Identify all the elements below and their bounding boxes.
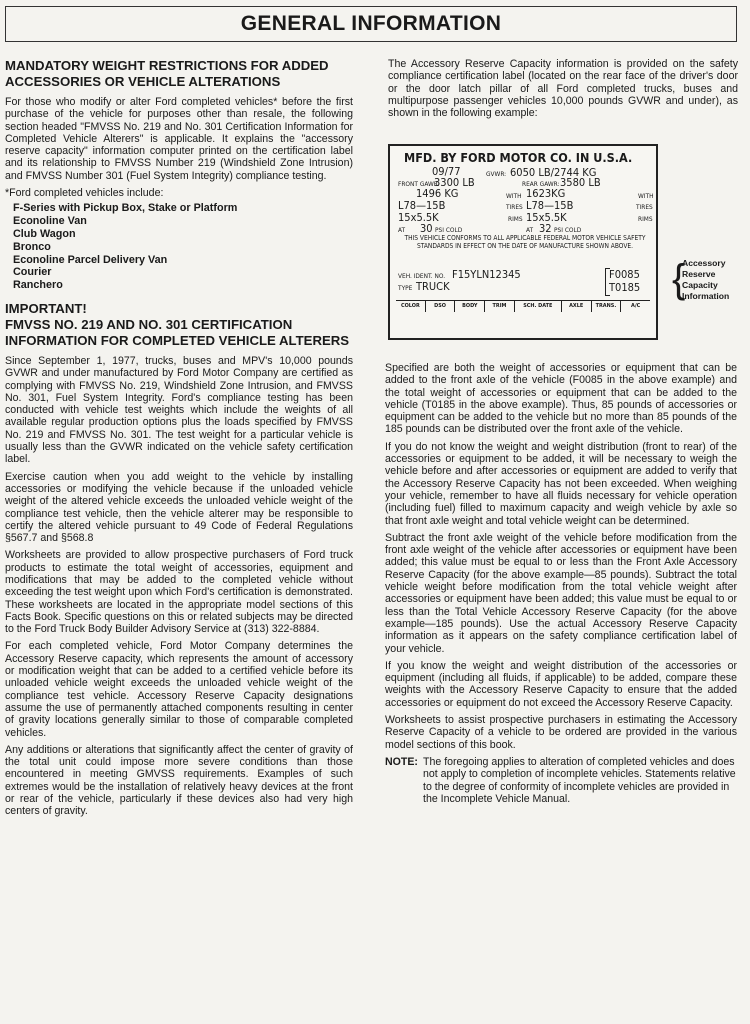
certification-label-figure [388,144,738,344]
footer-cell: TRIM [485,301,515,312]
label-vin: F15YLN12345 [452,268,521,281]
label-manufacturer: MFD. BY FORD MOTOR CO. IN U.S.A. [404,150,633,165]
accessory-reserve-codes [609,268,640,294]
label-front-gawr-label: FRONT GAWR: [398,180,440,188]
section2-paragraph-2: Exercise caution when you add weight to the vehicle by installing accessories or modifying the vehicle because if the unloaded vehicle weight of the altered vehicle exceeds the unloaded vehicle weight of the compliance test vehicle, then the vehicle alterer may be responsible to certify the altered vehicle pursuant to 49 Code of Federal Regulations §567.7 and §568.8 [5,470,353,545]
label-rims-rear: 15x5.5K [526,211,567,224]
list-item: Econoline Parcel Delivery Van [13,253,168,266]
callout-line: Capacity [682,280,718,290]
label-vin-label: VEH. IDENT. NO. [398,272,446,280]
right-column-intro [388,58,738,124]
right-paragraph-4: If you know the weight and weight distribution of the accessories or equipment (including all fluids, if applicable) to be added, compare these weights with the Accessory Reserve Capacity to ensure that the added accessories or equipment do not exceed the Accessory Reserve Capacity. [385,659,737,709]
label-at-1: AT [398,226,406,234]
accessory-reserve-callout [682,258,729,302]
section2-paragraph-5: Any additions or alterations that significantly affect the center of gravity of the total unit could impose more severe conditions than those encountered in meeting GMVSS requirements. Examples of such extremes would be the installation of relatively heavy devices at the front or rear of the vehicle, particularly if these devices also had very high centers of gravity. [5,743,353,818]
note-label: NOTE: [385,755,418,768]
footer-cell: DSO [426,301,456,312]
section1-paragraph-1: For those who modify or alter Ford completed vehicles* before the first purchase of the vehicle for purposes other than resale, the following section headed "FMVSS No. 219 and No. 301 Certification Information for Completed Vehicle Alterers" is applicable. It explains the "accessory reserve capacity" information computer printed on the certification label and its relationship to FMVSS Number 219 (Windshield Zone Intrusion) and FMVSS Number 301 (Fuel System Integrity) compliance testing. [5,96,353,182]
footer-cell: AXLE [562,301,592,312]
label-rims-1: RIMS [508,215,523,223]
label-gvwr: 6050 LB/2744 KG [510,166,597,179]
right-column-body [385,362,737,805]
certification-label [388,144,658,340]
right-paragraph-2: If you do not know the weight and weight distribution (front to rear) of the accessories or equipment to be added, it will be necessary to weigh the vehicle before and after accessories or equipment are added to verify that the Accessory Reserve Capacity has not been exceeded. When weighing your vehicle, remember to have all fluids necessary for vehicle operation (including fuel) filled to maximum capacity and weigh vehicle by axle so that front axle weight and total vehicle weight can be determined. [385,440,737,527]
footer-cell: BODY [455,301,485,312]
label-rims-front: 15x5.5K [398,211,439,224]
label-rims-2: RIMS [638,215,653,223]
left-column [5,58,353,823]
brace-icon: { [672,257,686,301]
label-type-label: TYPE [398,284,413,292]
label-psi-1: PSI COLD [435,226,463,234]
label-with-2: WITH [638,192,654,200]
label-tires-front: L78—15B [398,199,446,212]
label-footer [396,300,650,312]
callout-line: Information [682,291,730,301]
note-block [385,756,737,805]
footer-cell: SCH. DATE [515,301,562,312]
label-rear-kg: 1623KG [526,187,566,200]
footer-cell: A/C [630,303,641,309]
label-type: TRUCK [416,280,450,293]
footer-cell: TRANS. [592,301,622,312]
section2-paragraph-4: For each completed vehicle, Ford Motor Company determines the Accessory Reserve capacity, which represents the amount of accessory or modification weight that can be added to a certified vehicle before its unloaded vehicle weight exceeds the unloaded vehicle weight of the compliance test vehicle. Accessory Reserve Capacity designations assume the use of permanently attached components resulting in center of gravity locations generally similar to those of comparable completed vehicles. [5,640,353,739]
label-at-2: AT [526,226,534,234]
callout-line: Reserve [682,269,716,279]
label-with-1: WITH [506,192,522,200]
vehicle-list [13,202,353,292]
code-front: F0085 [609,268,640,281]
label-front-gawr: 3300 LB [434,176,475,189]
label-tires-1: TIRES [506,203,523,211]
code-total: T0185 [609,281,641,294]
right-paragraph-3: Subtract the front axle weight of the vehicle before modification from the front axle weight of the vehicle after accessories or equipment have been added; this value must be equal to or less than the Front Axle Accessory Reserve Capacity (for the above example—85 pounds). Subtract the total vehicle weight before modification from the total vehicle weight after accessories or equipment have been added; this value must be equal to or less than the Total Vehicle Accessory Reserve Capacity (for the above example—185 pounds). Use the actual Accessory Reserve Capacity information as it appears on the safety compliance certification label of your vehicle. [385,531,737,655]
list-item: Courier [13,266,52,279]
section2-paragraph-1: Since September 1, 1977, trucks, buses and MPV's 10,000 pounds GVWR and under manufactured by Ford Motor Company are certified as complying with FMVSS No. 219, Windshield Zone Intrusion, and FMVSS No. 301, Fuel System Integrity. Ford's compliance testing has been conducted with vehicle test weights which include the weights of all available regular production options plus the loads specified by FMVSS No. 219 and FMVSS No. 301. The test weight for a particular vehicle is usually less than the GVWR indicated on the vehicle safety certification label. [5,354,353,466]
right-paragraph-5: Worksheets to assist prospective purchasers in estimating the Accessory Reserve Capacity of a vehicle to be ordered are provided in the various model sections of this book. [385,714,737,751]
right-paragraph-1: Specified are both the weight of accessories or equipment that can be added to the front axle of the vehicle (F0085 in the above example) and the total weight of accessories or equipment that can be added to the vehicle (T0185 in the above example). Thus, 85 pounds of accessories or equipment can be added to the vehicle but no more than 85 pounds of the 185 pounds can be distributed over the front axle of the vehicle. [385,362,737,436]
list-item: Econoline Van [13,215,87,228]
label-tires-2: TIRES [636,203,653,211]
label-front-kg: 1496 KG [416,187,459,200]
label-rear-gawr-label: REAR GAWR: [522,180,560,188]
label-conformity-statement: THIS VEHICLE CONFORMS TO ALL APPLICABLE FEDERAL MOTOR VEHICLE SAFETY STANDARDS IN EFFECT ON THE DATE OF MANUFACTURE SHOWN ABOVE. [404,234,646,250]
label-date: 09/77 [432,165,461,178]
page-title-box [5,6,737,42]
label-psi-rear: 32 [539,222,552,235]
note-text: The foregoing applies to alteration of completed vehicles and does not apply to completion of incomplete vehicles. Statements relative to the degree of conformity of incomplete vehicles are provided in the Incomplete Vehicle Manual. [423,755,736,805]
important-label: IMPORTANT! [5,300,87,316]
section2-heading: FMVSS NO. 219 AND NO. 301 CERTIFICATION INFORMATION FOR COMPLETED VEHICLE ALTERERS [5,316,350,348]
label-gvwr-label: GVWR: [486,170,507,178]
label-rear-gawr: 3580 LB [560,176,601,189]
label-tires-rear: L78—15B [526,199,574,212]
list-item: Bronco [13,240,51,253]
list-item: Ranchero [13,279,63,292]
footer-cell: COLOR [396,301,426,312]
page-title: GENERAL INFORMATION [240,12,502,35]
callout-line: Accessory [682,258,726,268]
label-psi-front: 30 [420,222,433,235]
label-psi-2: PSI COLD [554,226,582,234]
list-item: F-Series with Pickup Box, Stake or Platform [13,202,238,215]
list-item: Club Wagon [13,227,76,240]
section1-heading: MANDATORY WEIGHT RESTRICTIONS FOR ADDED ACCESSORIES OR VEHICLE ALTERATIONS [5,58,329,89]
intro-paragraph: The Accessory Reserve Capacity information is provided on the safety compliance certification label (located on the rear face of the driver's door or the door latch pillar of all Ford completed trucks, buses and multipurpose passenger vehicles 10,000 pounds GVWR and under), as shown in the following example: [388,58,738,120]
section1-paragraph-2: *Ford completed vehicles include: [5,187,164,200]
section2-paragraph-3: Worksheets are provided to allow prospective purchasers of Ford truck products to estimate the total weight of accessories, equipment and modifications that may be added to the completed vehicle without exceeding the test weight upon which Ford's certification is demonstrated. These worksheets are located in the appropriate model sections of this Facts Book. Specific questions on this or related subjects may be directed to the Ford Truck Body Builder Advisory Service at (313) 322-8884. [5,549,353,636]
